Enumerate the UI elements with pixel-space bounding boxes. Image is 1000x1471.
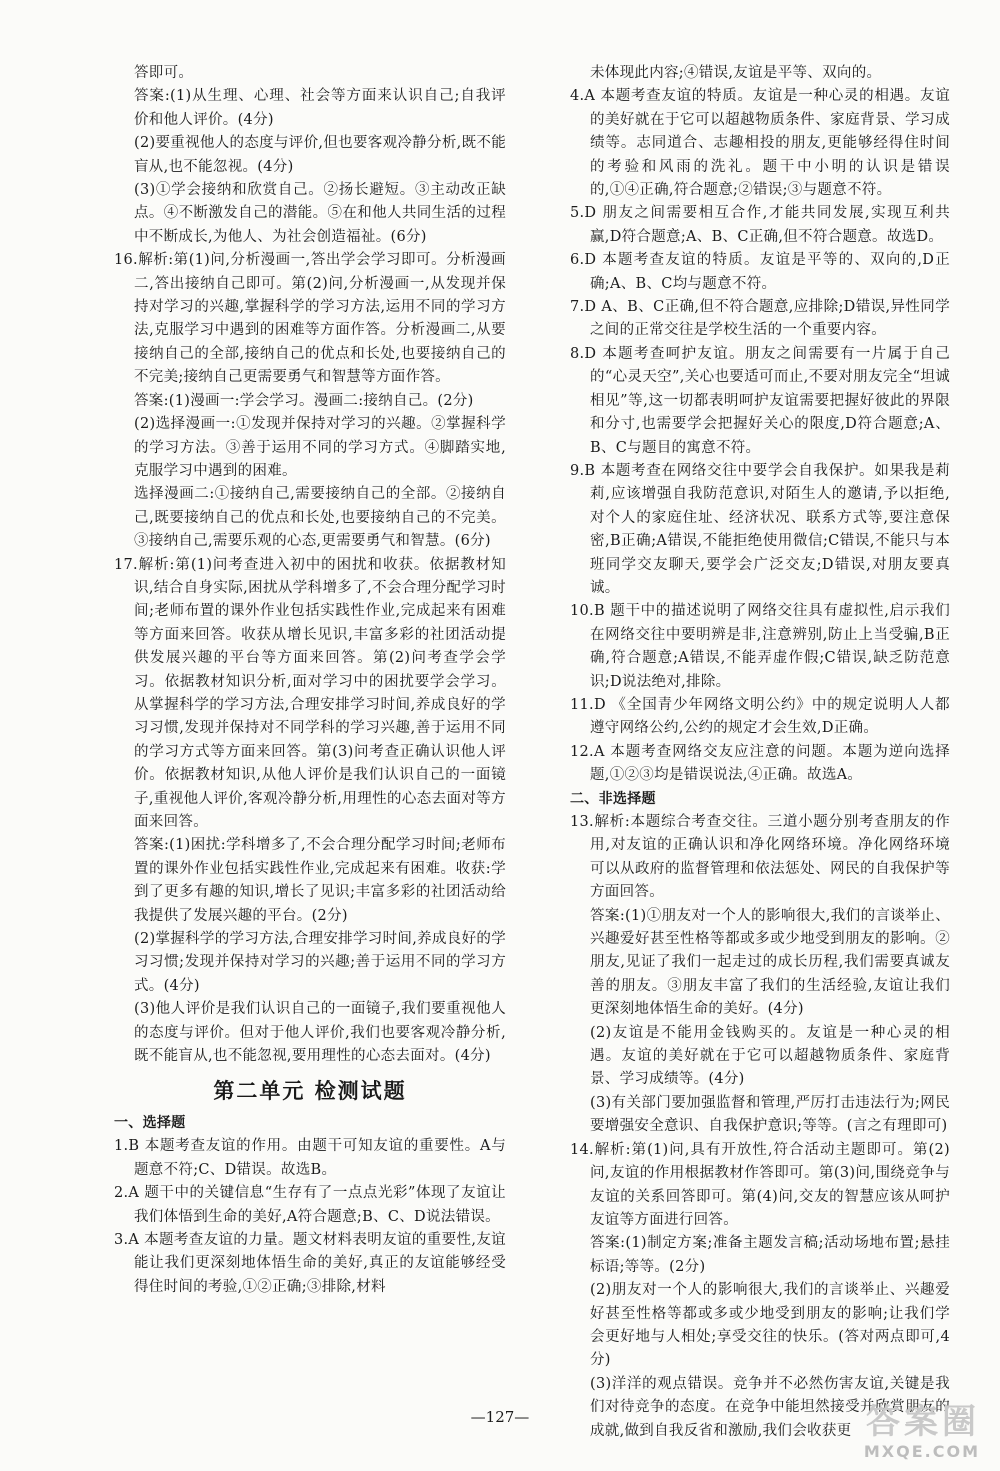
paragraph: 1.B 本题考查友谊的作用。由题干可知友谊的重要性。A与题意不符;C、D错误。故选B。	[114, 1138, 506, 1178]
watermark-url: MXQE.COM	[863, 1442, 980, 1461]
paragraph: 14.解析:第(1)问,具有开放性,符合活动主题即可。第(2)问,友谊的作用根据教材作答即可。第(3)问,围绕竞争与友谊的关系回答即可。第(4)问,交友的智慧应该从呵护友谊等方面进行回答。	[570, 1141, 950, 1228]
section-label: 二、非选择题	[570, 790, 656, 807]
right-column	[570, 62, 950, 1443]
paragraph: (3)洋洋的观点错误。竞争并不必然伤害友谊,关键是我们对待竞争的态度。在竞争中能坦然接受并欣赏朋友的成就,做到自我反省和激励,我们会收获更	[590, 1375, 950, 1439]
paragraph: 5.D 朋友之间需要相互合作,才能共同发展,实现互利共赢,D符合题意;A、B、C正确,但不符合题意。故选D。	[570, 205, 950, 245]
section-heading: 第二单元 检测试题	[213, 1079, 407, 1104]
paragraph: 4.A 本题考查友谊的特质。友谊是一种心灵的相遇。友谊的美好就在于它可以超越物质条件、家庭背景、学习成绩等。志同道合、志趣相投的朋友,更能够经得住时间的考验和风雨的洗礼。题干中小明的认识是错误的,①④正确,符合题意;②错误;③与题意不符。	[570, 88, 950, 199]
paragraph: 答案:(1)制定方案;准备主题发言稿;活动场地布置;悬挂标语;等等。(2分)	[590, 1235, 950, 1275]
watermark-logo	[804, 1402, 980, 1466]
paragraph: 16.解析:第(1)问,分析漫画一,答出学会学习即可。分析漫画二,答出接纳自己即可。第(2)问,分析漫画一,从发现并保持对学习的兴趣,掌握科学的学习方法,运用不同的学习方法,克服学习中遇到的困难等方面作答。分析漫画二,从要接纳自己的全部,接纳自己的优点和长处,也要接纳自己的不完美;接纳自己更需要勇气和智慧等方面作答。	[114, 252, 506, 386]
paragraph: 答案:(1)①朋友对一个人的影响很大,我们的言谈举止、兴趣爱好甚至性格等都或多或少地受到朋友的影响。②朋友,见证了我们一起走过的成长历程,我们需要真诚友善的朋友。③朋友丰富了我们的生活经验,友谊让我们更深刻地体悟生命的美好。(4分)	[590, 907, 950, 1018]
paragraph: (2)选择漫画一:①发现并保持对学习的兴趣。②掌握科学的学习方法。③善于运用不同的学习方式。④脚踏实地,克服学习中遇到的困难。	[134, 416, 506, 479]
paragraph: 6.D 本题考查友谊的特质。友谊是平等的、双向的,D正确;A、B、C均与题意不符。	[570, 252, 950, 292]
paragraph: 答案:(1)从生理、心理、社会等方面来认识自己;自我评价和他人评价。(4分)	[134, 88, 506, 128]
section-label: 一、选择题	[114, 1114, 186, 1131]
paragraph: 13.解析:本题综合考查交往。三道小题分别考查朋友的作用,对友谊的正确认识和净化网络环境。净化网络环境可以从政府的监督管理和依法惩处、网民的自我保护等方面回答。	[570, 814, 950, 901]
watermark-title: 答案圈	[866, 1402, 980, 1442]
page-number: —127—	[470, 1408, 530, 1426]
paragraph: (3)①学会接纳和欣赏自己。②扬长避短。③主动改正缺点。④不断激发自己的潜能。⑤在和他人共同生活的过程中不断成长,为他人、为社会创造福祉。(6分)	[134, 182, 506, 245]
paragraph: 7.D A、B、C正确,但不符合题意,应排除;D错误,异性同学之间的正常交往是学校生活的一个重要内容。	[570, 299, 950, 339]
paragraph: (3)他人评价是我们认识自己的一面镜子,我们要重视他人的态度与评价。但对于他人评价,我们也要客观冷静分析,既不能盲从,也不能忽视,要用理性的心态去面对。(4分)	[134, 1001, 506, 1065]
paragraph: 选择漫画二:①接纳自己,需要接纳自己的全部。②接纳自己,既要接纳自己的优点和长处,也要接纳自己的不完美。③接纳自己,需要乐观的心态,更需要勇气和智慧。(6分)	[134, 486, 506, 550]
paragraph: (3)有关部门要加强监督和管理,严厉打击违法行为;网民要增强安全意识、自我保护意识;等等。(言之有理即可)	[590, 1094, 950, 1135]
paragraph: (2)掌握科学的学习方法,合理安排学习时间,养成良好的学习习惯;发现并保持对学习的兴趣;善于运用不同的学习方式。(4分)	[134, 931, 506, 994]
paragraph: 2.A 题干中的关键信息“生存有了一点点光彩”体现了友谊让我们体悟到生命的美好,A符合题意;B、C、D说法错误。	[114, 1185, 506, 1225]
paragraph: 答即可。	[134, 65, 194, 81]
paragraph: (2)朋友对一个人的影响很大,我们的言谈举止、兴趣爱好甚至性格等都或多或少地受到朋友的影响;让我们学会更好地与人相处;享受交往的快乐。(答对两点即可,4分)	[590, 1282, 950, 1369]
paragraph: (2)友谊是不能用金钱购买的。友谊是一种心灵的相遇。友谊的美好就在于它可以超越物质条件、家庭背景、学习成绩等。(4分)	[590, 1024, 950, 1088]
paragraph: (2)要重视他人的态度与评价,但也要客观冷静分析,既不能盲从,也不能忽视。(4分)	[134, 135, 506, 175]
paragraph: 12.A 本题考查网络交友应注意的问题。本题为逆向选择题,①②③均是错误说法,④正确。故选A。	[570, 743, 950, 784]
paragraph: 答案:(1)困扰:学科增多了,不会合理分配学习时间;老师布置的课外作业包括实践性作业,完成起来有困难。收获:学到了更多有趣的知识,增长了见识;丰富多彩的社团活动给我提供了发展兴趣的平台。(2分)	[134, 837, 506, 924]
paragraph: 9.B 本题考查在网络交往中要学会自我保护。如果我是莉莉,应该增强自我防范意识,对陌生人的邀请,予以拒绝,对个人的家庭住址、经济状况、联系方式等,要注意保密,B正确;A错误,不能拒绝使用微信;C错误,不能只与本班同学交友聊天,要学会广泛交友;D错误,对朋友要真诚。	[570, 462, 950, 596]
paragraph: 答案:(1)漫画一:学会学习。漫画二:接纳自己。(2分)	[134, 392, 474, 409]
left-column	[114, 62, 506, 1299]
paragraph: 3.A 本题考查友谊的力量。题文材料表明友谊的重要性,友谊能让我们更深刻地体悟生命的美好,真正的友谊能够经受得住时间的考验,①②正确;③排除,材料	[114, 1231, 506, 1295]
paragraph: 17.解析:第(1)问考查进入初中的困扰和收获。依据教材知识,结合自身实际,困扰从学科增多了,不会合理分配学习时间;老师布置的课外作业包括实践性作业,完成起来有困难等方面来回答。收获从增长见识,丰富多彩的社团活动提供发展兴趣的平台等方面来回答。第(2)问考查学会学习。依据教材知识分析,面对学习中的困扰要学会学习。从掌握科学的学习方法,合理安排学习时间,养成良好的学习习惯,发现并保持对不同学科的学习兴趣,善于运用不同的学习方式等方面来回答。第(3)问考查正确认识他人评价。依据教材知识,从他人评价是我们认识自己的一面镜子,重视他人评价,客观冷静分析,用理性的心态去面对等方面来回答。	[114, 556, 506, 830]
paragraph: 11.D 《全国青少年网络文明公约》中的规定说明人人都遵守网络公约,公约的规定才会生效,D正确。	[570, 696, 950, 737]
paragraph: 8.D 本题考查呵护友谊。朋友之间需要有一片属于自己的“心灵天空”,关心也要适可而止,不要对朋友完全“坦诚相见”等,这一切都表明呵护友谊需要把握好彼此的界限和分寸,也需要学会把握好关心的限度,D符合题意;A、B、C与题目的寓意不符。	[570, 345, 950, 456]
paragraph: 未体现此内容;④错误,友谊是平等、双向的。	[590, 65, 882, 81]
paragraph: 10.B 题干中的描述说明了网络交往具有虚拟性,启示我们在网络交往中要明辨是非,注意辨别,防止上当受骗,B正确,符合题意;A错误,不能弄虚作假;C错误,缺乏防范意识;D说法绝对,排除。	[570, 603, 950, 690]
